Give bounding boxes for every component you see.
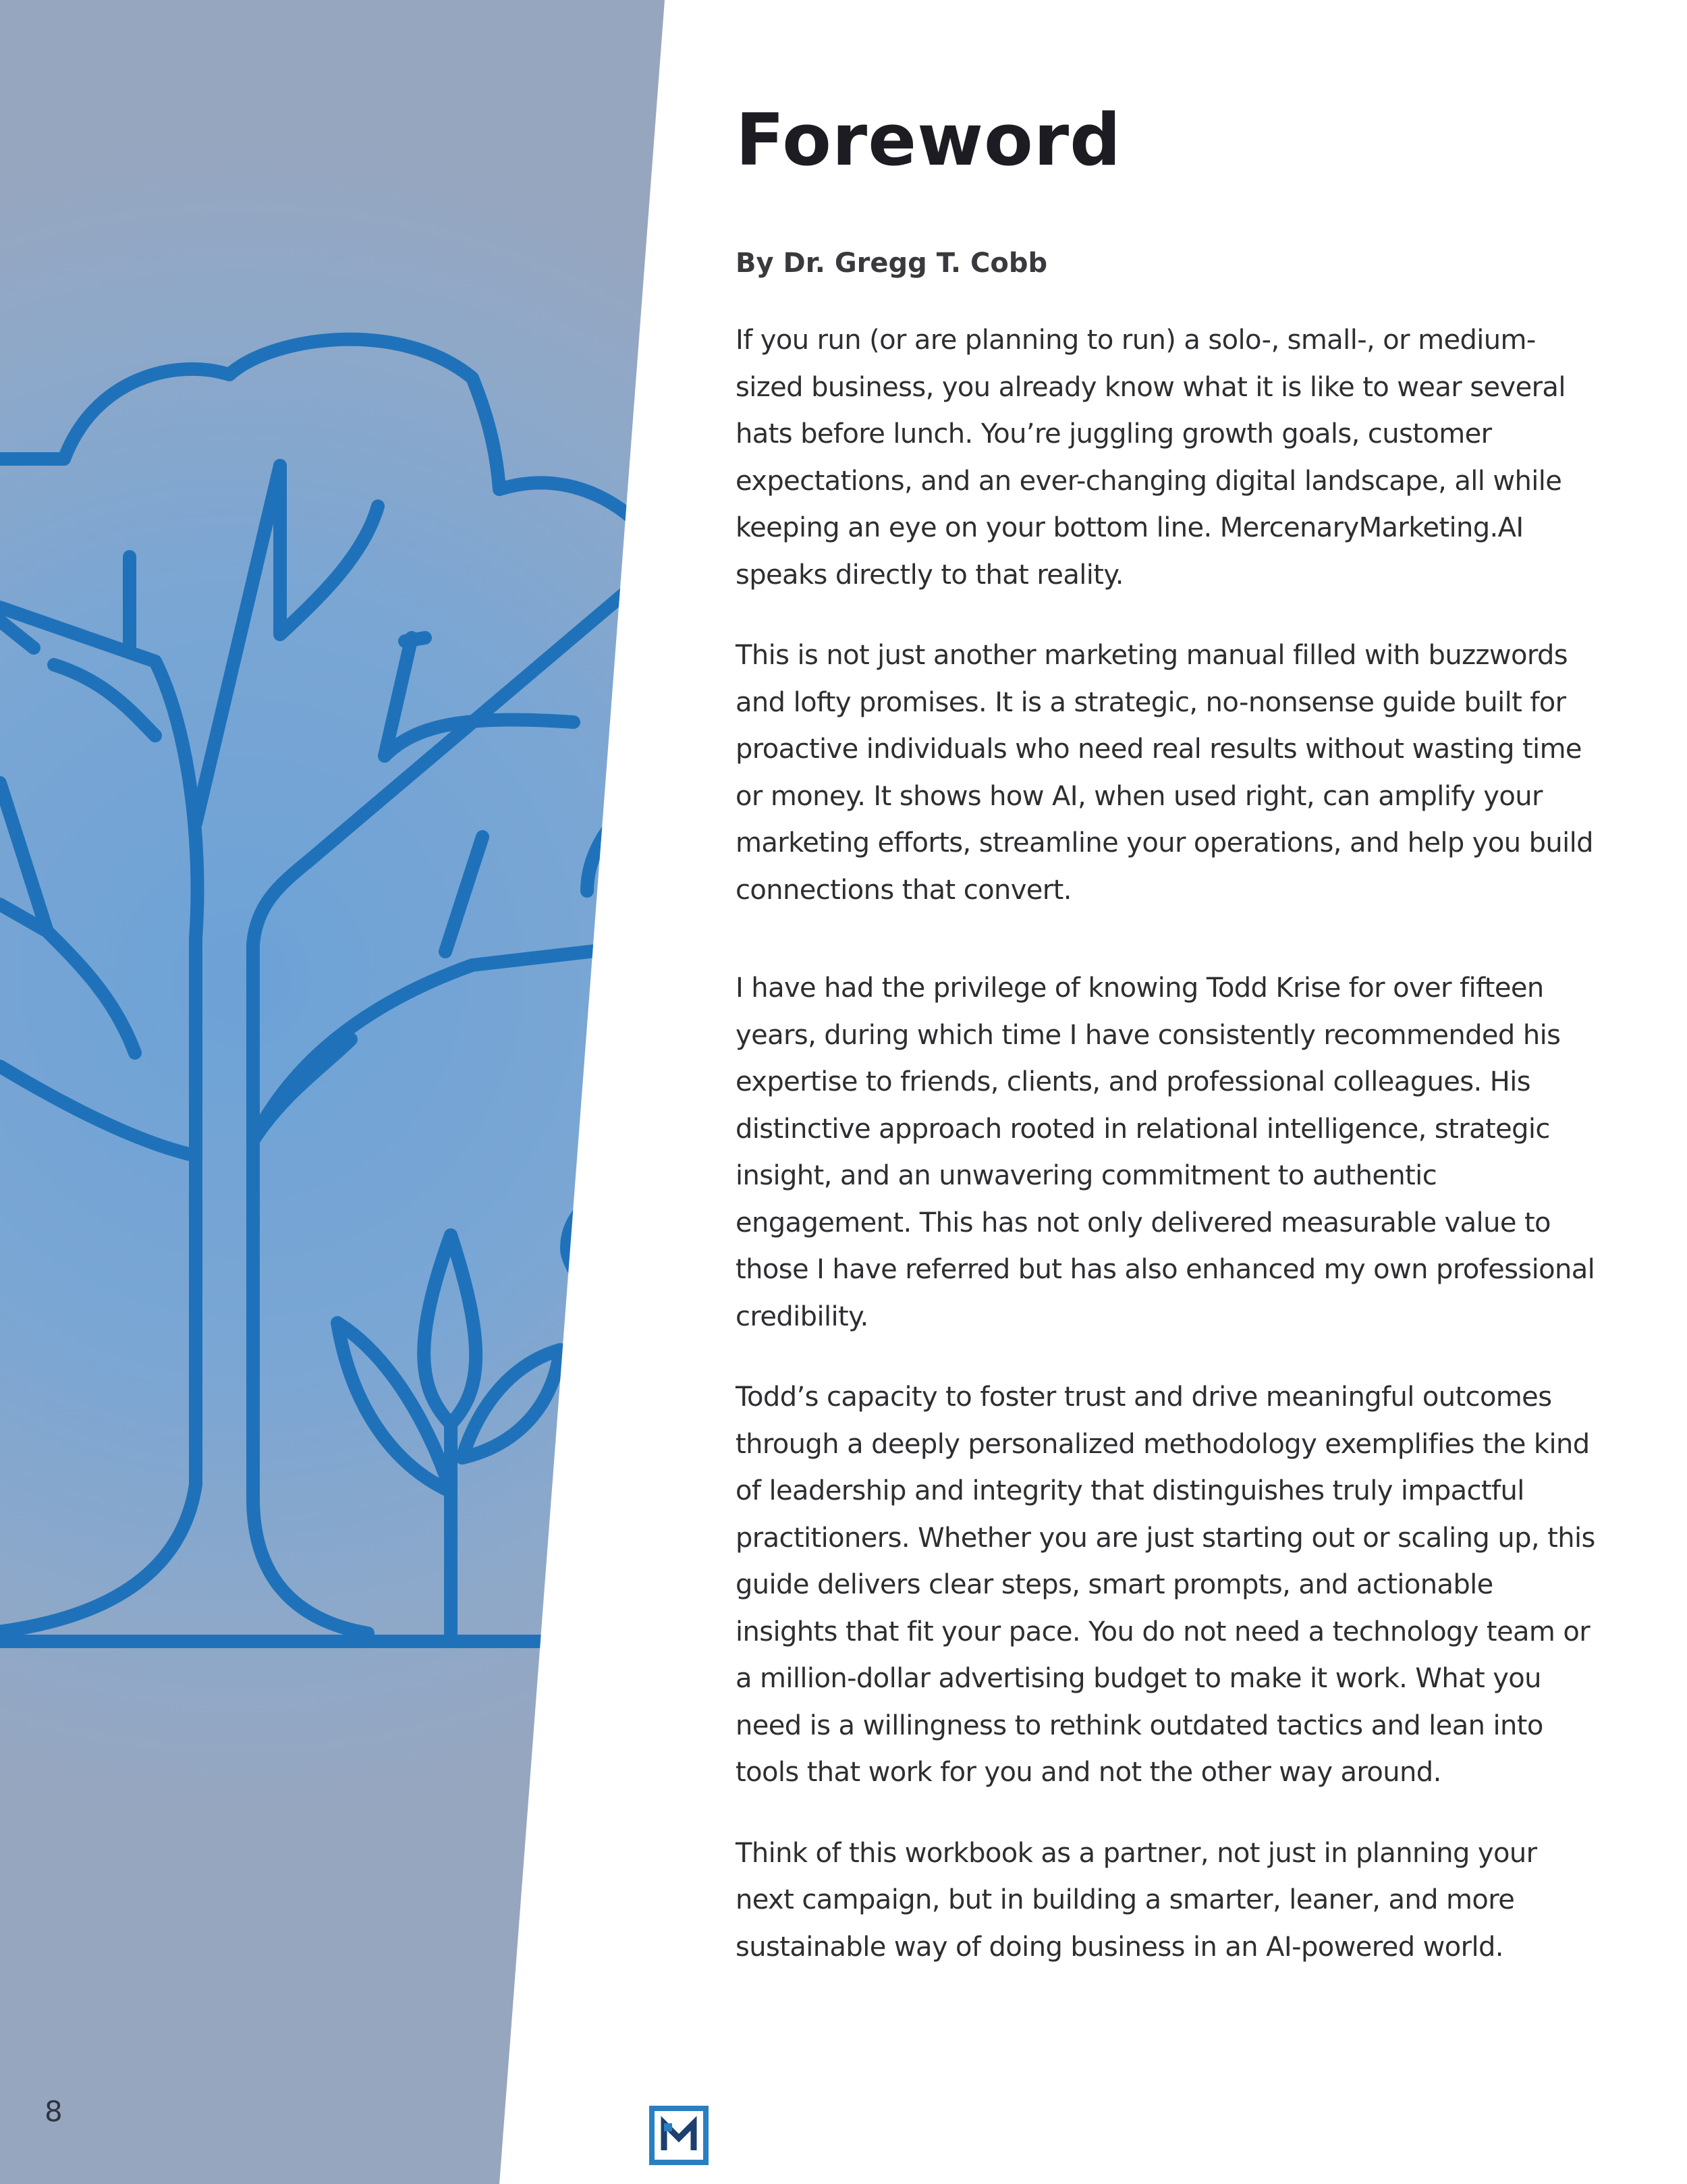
paragraph-1: If you run (or are planning to run) a solo-, small-, or medium-sized business, you already know what it is like to wear several hats before lunch. You’re juggling growth goals, customer expectations, and an ever-changing digital landscape, all while keeping an eye on your bottom line. MercenaryMarketing.AI speaks directly to that reality. (736, 325, 1566, 591)
paragraph-4: Todd’s capacity to foster trust and drive meaningful outcomes through a deeply personalized methodology exemplifies the kind of leadership and integrity that distinguishes truly impactful practitioners. Whether you are just starting out or scaling up, this guide delivers clear steps, smart prompts, and actionable insights that fit your pace. You do not need a technology team or a million-dollar advertising budget to make it work. What you need is a willingness to rethink outdated tactics and lean into tools that work for you and not the other way around. (736, 1382, 1595, 1788)
paragraph-2: This is not just another marketing manual filled with buzzwords and lofty promises. It is a strategic, no-nonsense guide built for proactive individuals who need real results without wasting time or money. It shows how AI, when used right, can amplify your marketing efforts, streamline your operations, and help you build connections that convert. (736, 640, 1593, 906)
foreword-content (736, 100, 1599, 1971)
page-number: 8 (45, 2095, 63, 2128)
m-logo-icon (649, 2106, 709, 2165)
paragraph-3: I have had the privilege of knowing Todd Krise for over fifteen years, during which time I have consistently recommended his expertise to friends, clients, and professional colleagues. His distinctive approach rooted in relational intelligence, strategic insight, and an unwavering commitment to authentic engagement. This has not only delivered measurable value to those I have referred but has also enhanced my own professional credibility. (736, 973, 1595, 1332)
author-byline: By Dr. Gregg T. Cobb (736, 248, 1048, 279)
page-title: Foreword (736, 99, 1122, 182)
panel-background (0, 0, 675, 2184)
paragraph-5: Think of this workbook as a partner, not just in planning your next campaign, but in building a smarter, leaner, and more sustainable way of doing business in an AI-powered world. (736, 1837, 1537, 1963)
